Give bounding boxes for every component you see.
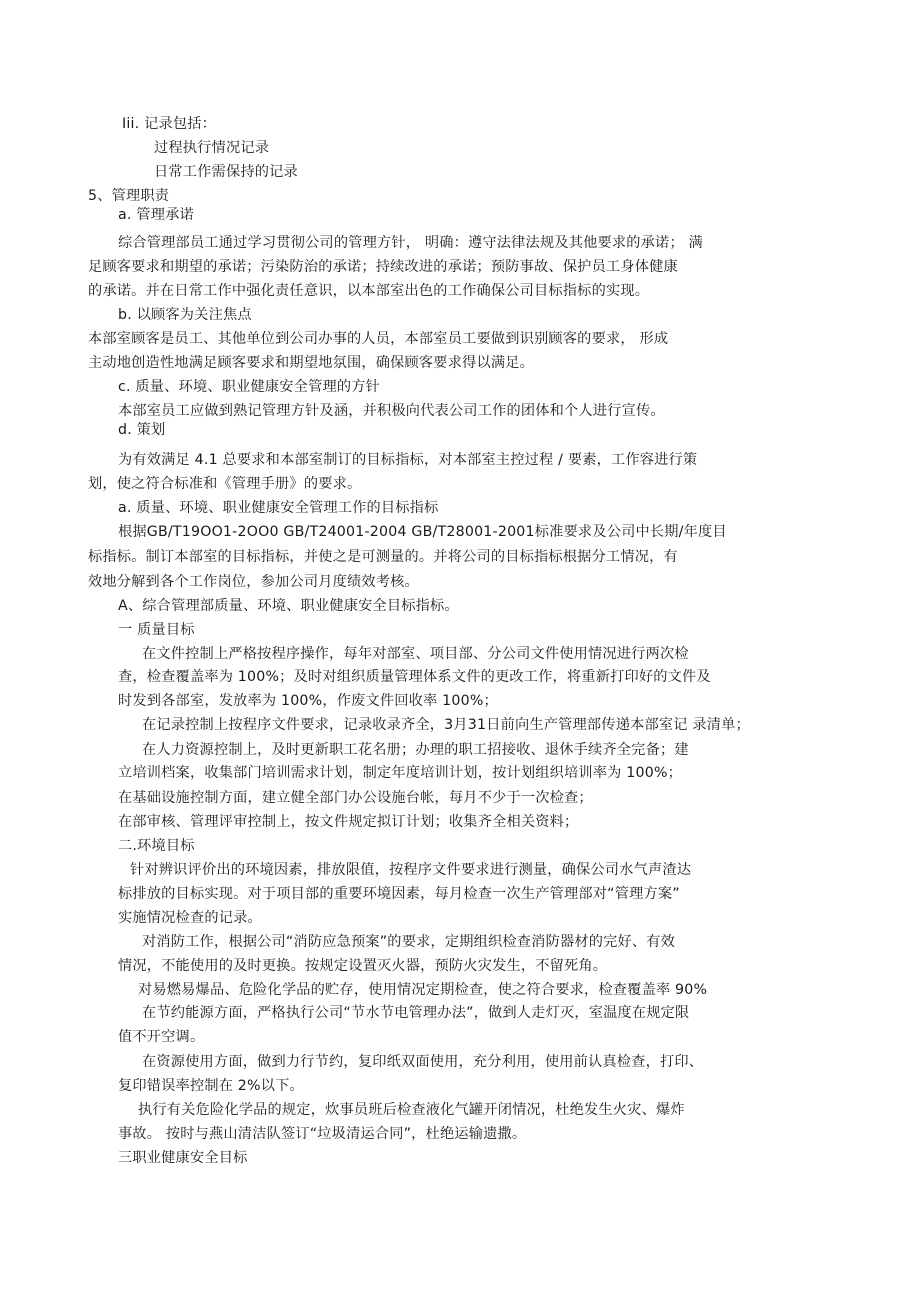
paragraph-line: 划，使之符合标准和《管理手册》的要求。 [88, 476, 362, 492]
paragraph-line: 在资源使用方面，做到力行节约，复印纸双面使用，充分利用，使用前认真检查，打印、 [142, 1054, 704, 1070]
paragraph-line: 主动地创造性地满足顾客要求和期望地氛围，确保顾客要求得以满足。 [88, 355, 535, 371]
paragraph-line: 对消防工作，根据公司“消防应急预案”的要求，定期组织检查消防器材的完好、有效 [142, 934, 676, 950]
paragraph-line: 根据GB/T19OO1-2OO0 GB/T24001-2004 GB/T28001-2001标准要求及公司中长期/年度目 [118, 524, 727, 540]
paragraph-line: 实施情况检查的记录。 [118, 910, 262, 926]
heading-environment-objectives: 二.环境目标 [118, 838, 195, 854]
paragraph-line: 查，检查覆盖率为 100%；及时对组织质量管理体系文件的更改工作，将重新打印好的文件及 [118, 669, 711, 685]
subheading-policy: c. 质量、环境、职业健康安全管理的方针 [118, 379, 381, 395]
section-heading-management-duties: 5、管理职责 [88, 188, 170, 204]
paragraph-line: 本部室员工应做到熟记管理方针及涵，并积极向代表公司工作的团体和个人进行宣传。 [118, 403, 665, 419]
subheading-planning: d. 策划 [118, 422, 166, 438]
heading-ohs-objectives: 三职业健康安全目标 [118, 1150, 248, 1166]
paragraph-line: 本部室顾客是员工、其他单位到公司办事的人员，本部室员工要做到识别顾客的要求， 形成 [88, 331, 669, 347]
paragraph-line: 标排放的目标实现。对于项目部的重要环境因素，每月检查一次生产管理部对“管理方案” [118, 886, 680, 902]
paragraph-line: 足顾客要求和期望的承诺；污染防治的承诺；持续改进的承诺；预防事故、保护员工身体健康 [88, 259, 678, 275]
paragraph-line: 时发到各部室，发放率为 100%，作废文件回收率 100%； [118, 693, 498, 709]
paragraph-line: 在文件控制上严格按程序操作，每年对部室、项目部、分公司文件使用情况进行两次检 [142, 646, 689, 662]
subheading-objectives: a. 质量、环境、职业健康安全管理工作的目标指标 [118, 500, 439, 516]
paragraph-line: 的承诺。并在日常工作中强化责任意识，以本部室出色的工作确保公司目标指标的实现。 [88, 283, 650, 299]
paragraph-line: 综合管理部员工通过学习贯彻公司的管理方针， 明确：遵守法律法规及其他要求的承诺； 满 [118, 235, 703, 251]
paragraph-line: 效地分解到各个工作岗位，参加公司月度绩效考核。 [88, 574, 419, 590]
paragraph-line: 在部审核、管理评审控制上，按文件规定拟订计划；收集齐全相关资料； [118, 814, 579, 830]
paragraph-line: 值不开空调。 [118, 1029, 205, 1045]
subheading-customer-focus: b. 以顾客为关注焦点 [118, 307, 252, 323]
paragraph-line: 执行有关危险化学品的规定，炊事员班后检查液化气罐开闭情况，杜绝发生火灾、爆炸 [138, 1102, 685, 1118]
line-daily-records: 日常工作需保持的记录 [154, 164, 298, 180]
paragraph-line: 在节约能源方面，严格执行公司“节水节电管理办法”，做到人走灯灭，室温度在规定限 [142, 1005, 690, 1021]
paragraph-line: 针对辨识评价出的环境因素，排放限值，按程序文件要求进行测量，确保公司水气声渣达 [130, 862, 692, 878]
paragraph-line: 在人力资源控制上，及时更新职工花名册；办理的职工招接收、退休手续齐全完备；建 [142, 742, 689, 758]
paragraph-line: 在基础设施控制方面，建立健全部门办公设施台帐，每月不少于一次检查； [118, 790, 593, 806]
paragraph-line: 立培训档案，收集部门培训需求计划，制定年度培训计划，按计划组织培训率为 100%； [118, 765, 683, 781]
paragraph-line: 在记录控制上按程序文件要求，记录收录齐全，3月31日前向生产管理部传递本部室记 录清单； [142, 717, 750, 733]
heading-quality-objectives: 一 质量目标 [118, 622, 195, 638]
paragraph-line: 事故。 按时与燕山清洁队签订“垃圾清运合同”，杜绝运输遗撒。 [118, 1126, 527, 1142]
paragraph-line: 对易燃易爆品、危险化学品的贮存，使用情况定期检查，使之符合要求，检查覆盖率 90% [138, 982, 708, 998]
line-process-records: 过程执行情况记录 [154, 140, 270, 156]
subheading-management-commitment: a. 管理承诺 [118, 207, 194, 223]
paragraph-line: 为有效满足 4.1 总要求和本部室制订的目标指标，对本部室主控过程 / 要素，工作容进行策 [118, 452, 698, 468]
subheading-department-targets: A、综合管理部质量、环境、职业健康安全目标指标。 [118, 598, 459, 614]
paragraph-line: 情况，不能使用的及时更换。按规定设置灭火器，预防火灾发生，不留死角。 [118, 958, 608, 974]
paragraph-line: 标指标。制订本部室的目标指标，并使之是可测量的。并将公司的目标指标根据分工情况，有 [88, 549, 678, 565]
line-records-include: Iii. 记录包括： [122, 116, 217, 132]
paragraph-line: 复印错误率控制在 2%以下。 [118, 1078, 304, 1094]
